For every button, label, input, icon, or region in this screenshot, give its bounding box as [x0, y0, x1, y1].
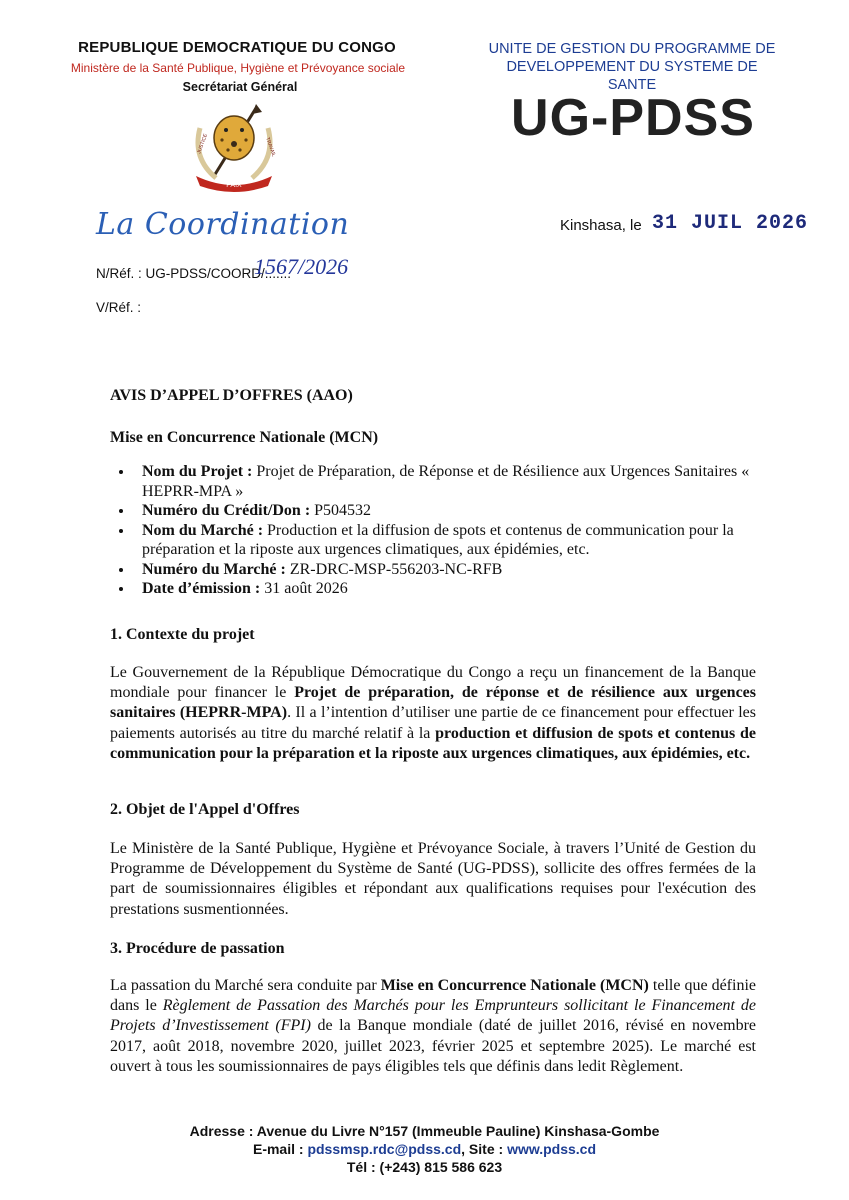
- list-item: [134, 462, 784, 501]
- item-label: Date d’émission :: [142, 580, 261, 597]
- regulation-title-italic: Règlement de Passation des Marchés pour les Emprunteurs sollicitant le Financement de Projets d’Investissement (FPI): [110, 997, 757, 1035]
- email-label: E-mail :: [252, 1141, 308, 1157]
- our-reference-label: N/Réf. : UG-PDSS/COORD/.......: [96, 266, 292, 281]
- section-heading-object: 2. Objet de l'Appel d'Offres: [110, 801, 300, 818]
- coat-of-arms-emblem: [186, 98, 282, 194]
- secretariat-name: Secrétariat Général: [182, 80, 298, 94]
- section-paragraph-object: Le Ministère de la Santé Publique, Hygiène et Prévoyance Sociale, à travers l’Unité de Gestion du Programme de Développement du Système de Santé (UG-PDSS), sollicite des offres fermées de la part de soumissionnaires éligibles et répondant aux qualifications requises pour l'exécution des prestations susmentionnées.: [110, 840, 756, 918]
- text-run: La passation du Marché sera conduite par: [110, 977, 381, 994]
- footer-phone: Tél : (+243) 815 586 623: [346, 1159, 503, 1175]
- footer-address: Adresse : Avenue du Livre N°157 (Immeuble Pauline) Kinshasa-Gombe: [189, 1123, 660, 1139]
- our-reference-number: 1567/2026: [254, 254, 349, 279]
- contract-object-bold: production et diffusion de spots et contenus de communication pour la préparation et la riposte aux urgences climatiques, aux épidémies, etc.: [110, 724, 756, 762]
- item-value: ZR-DRC-MSP-556203-NC-RFB: [285, 560, 503, 578]
- list-item: [134, 501, 784, 521]
- item-label: Numéro du Marché :: [142, 560, 286, 578]
- country-name: REPUBLIQUE DEMOCRATIQUE DU CONGO: [78, 39, 396, 56]
- unit-title-line1: UNITE DE GESTION DU PROGRAMME DE: [488, 41, 776, 57]
- section-heading-procedure: 3. Procédure de passation: [110, 940, 285, 957]
- ministry-name: Ministère de la Santé Publique, Hygiène et Prévoyance sociale: [70, 61, 406, 75]
- unit-title-line2: DEVELOPPEMENT DU SYSTEME DE SANTE: [506, 59, 758, 93]
- date-stamp: 31 JUIL 2026: [652, 212, 809, 235]
- list-item: [134, 560, 784, 580]
- site-label: , Site :: [461, 1141, 508, 1157]
- site-link[interactable]: www.pdss.cd: [507, 1141, 597, 1157]
- item-value: 31 août 2026: [260, 580, 348, 597]
- date-label: Kinshasa, le: [560, 217, 642, 234]
- unit-title: [487, 40, 777, 94]
- item-value: Production et la diffusion de spots et contenus de communication pour la préparation et la riposte aux urgences climatiques, aux épidémies, etc.: [142, 521, 734, 558]
- item-value: Projet de Préparation, de Réponse et de Résilience aux Urgences Sanitaires « HEPRR-MPA »: [142, 463, 750, 500]
- your-reference-label: V/Réf. :: [96, 300, 142, 315]
- footer-contact: [0, 1140, 849, 1159]
- list-item: [134, 579, 784, 599]
- notice-title: AVIS D’APPEL D’OFFRES (AAO): [110, 387, 353, 404]
- item-label: Nom du Projet :: [142, 463, 253, 480]
- coordination-signature: La Coordination: [96, 207, 350, 242]
- emblem-motto-right: TRAVAIL: [264, 136, 277, 158]
- email-link[interactable]: pdssmsp.rdc@pdss.cd: [307, 1141, 462, 1157]
- section-paragraph-context: [110, 663, 756, 764]
- text-run: de la Banque mondiale (daté de juillet 2016, révisé en novembre 2017, août 2018, novembre 2020, juillet 2023, février 2025 et septembre 2025). Le marché est ouvert à tous les soumissionnaires de pays éligibles tels que définis dans ledit Règlement.: [110, 1017, 756, 1075]
- section-heading-context: 1. Contexte du projet: [110, 626, 255, 643]
- item-value: P504532: [310, 502, 372, 519]
- section-paragraph-procedure: [110, 976, 756, 1077]
- item-label: Numéro du Crédit/Don :: [142, 502, 311, 519]
- emblem-motto-bottom: PAIX: [226, 182, 242, 189]
- list-item: [134, 521, 784, 560]
- emblem-motto-left: JUSTICE: [196, 133, 210, 155]
- project-name-bold: Projet de préparation, de réponse et de résilience aux urgences sanitaires (HEPRR-MPA): [110, 684, 757, 722]
- text-run: Le Gouvernement de la République Démocratique du Congo a reçu un financement de la Banque mondiale pour financer le: [110, 664, 756, 702]
- notice-subtitle: Mise en Concurrence Nationale (MCN): [110, 429, 379, 446]
- item-label: Nom du Marché :: [142, 521, 264, 539]
- notice-details-list: [110, 462, 784, 599]
- text-run: telle que définie dans le: [110, 977, 756, 1015]
- brand-logo-text: UG-PDSS: [511, 89, 755, 147]
- method-bold: Mise en Concurrence Nationale (MCN): [380, 977, 649, 994]
- text-run: . Il a l’intention d’utiliser une partie de ce financement pour effectuer les paiements autorisés au titre du marché relatif à la: [110, 704, 757, 742]
